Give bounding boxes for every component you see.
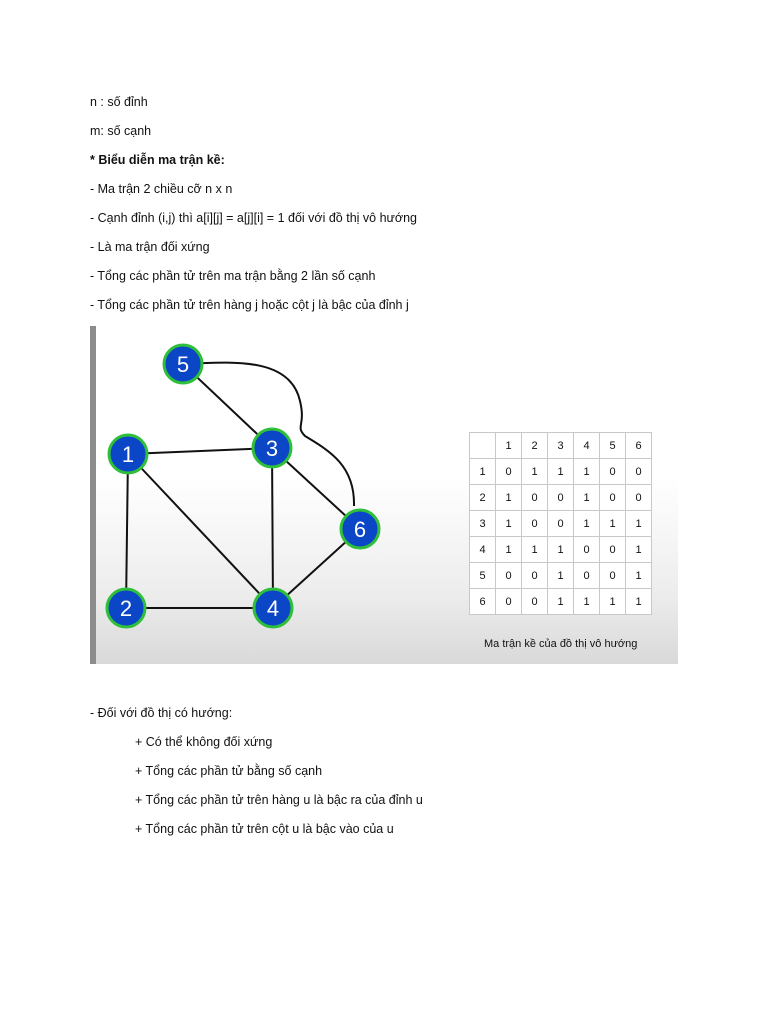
- adjacency-matrix: [469, 432, 652, 615]
- edge-1-3: [128, 448, 272, 454]
- text-line-edge-rule: - Cạnh đỉnh (i,j) thì a[i][j] = a[j][i] = 1 đối với đồ thị vô hướng: [90, 211, 418, 225]
- matrix-cell: 0: [496, 459, 522, 485]
- matrix-col-header: 3: [548, 433, 574, 459]
- matrix-cell: 1: [600, 589, 626, 615]
- directed-item-1: + Có thể không đối xứng: [135, 735, 273, 749]
- matrix-cell: 0: [626, 485, 652, 511]
- matrix-row-header: 5: [470, 563, 496, 589]
- matrix-cell: 0: [496, 589, 522, 615]
- matrix-cell: 0: [574, 537, 600, 563]
- matrix-cell: 0: [600, 459, 626, 485]
- node-label-4: 4: [266, 596, 280, 621]
- matrix-cell: 1: [574, 459, 600, 485]
- matrix-cell: 1: [548, 537, 574, 563]
- node-label-5: 5: [176, 352, 190, 377]
- matrix-cell: 0: [522, 485, 548, 511]
- matrix-cell: 1: [522, 537, 548, 563]
- text-line-degree: - Tổng các phần tử trên hàng j hoặc cột j là bậc của đỉnh j: [90, 298, 409, 312]
- graph-figure: [90, 326, 678, 664]
- directed-item-3: + Tổng các phần tử trên hàng u là bậc ra của đỉnh u: [135, 793, 423, 807]
- matrix-cell: 0: [600, 537, 626, 563]
- matrix-col-header: 5: [600, 433, 626, 459]
- matrix-caption: Ma trận kề của đồ thị vô hướng: [484, 638, 638, 650]
- matrix-cell: 0: [548, 485, 574, 511]
- matrix-cell: 1: [626, 511, 652, 537]
- matrix-row: [470, 537, 652, 563]
- text-line-sum: - Tổng các phần tử trên ma trận bằng 2 lần số cạnh: [90, 269, 376, 283]
- matrix-cell: 0: [600, 485, 626, 511]
- graph-nodes: [107, 345, 379, 627]
- matrix-col-header: 2: [522, 433, 548, 459]
- matrix-cell: 1: [626, 537, 652, 563]
- matrix-cell: 1: [574, 589, 600, 615]
- matrix-row: [470, 563, 652, 589]
- section-heading: * Biểu diễn ma trận kề:: [90, 153, 225, 167]
- node-2: [107, 589, 145, 627]
- matrix-row-header: 2: [470, 485, 496, 511]
- matrix-cell: 1: [574, 511, 600, 537]
- text-line-symmetric: - Là ma trận đối xứng: [90, 240, 210, 254]
- matrix-row-header: 4: [470, 537, 496, 563]
- node-label-3: 3: [265, 436, 279, 461]
- edge-1-4: [128, 454, 273, 608]
- directed-item-4: + Tổng các phần tử trên cột u là bậc vào của u: [135, 822, 394, 836]
- node-label-2: 2: [119, 596, 133, 621]
- matrix-cell: 1: [548, 563, 574, 589]
- matrix-cell: 0: [548, 511, 574, 537]
- matrix-cell: 1: [548, 459, 574, 485]
- matrix-cell: 1: [496, 537, 522, 563]
- matrix-cell: 0: [522, 589, 548, 615]
- matrix-row-header: 1: [470, 459, 496, 485]
- matrix-cell: 0: [626, 459, 652, 485]
- matrix-cell: 1: [548, 589, 574, 615]
- matrix-cell: 0: [574, 563, 600, 589]
- matrix-cell: 1: [522, 459, 548, 485]
- matrix-col-header: 1: [496, 433, 522, 459]
- matrix-row: [470, 589, 652, 615]
- matrix-col-header: 4: [574, 433, 600, 459]
- edge-1-2: [126, 454, 128, 608]
- matrix-cell: 1: [574, 485, 600, 511]
- matrix-cell: 0: [600, 563, 626, 589]
- node-label-1: 1: [121, 442, 135, 467]
- matrix-cell: 1: [600, 511, 626, 537]
- node-label-6: 6: [353, 517, 367, 542]
- matrix-row: [470, 459, 652, 485]
- directed-item-2: + Tổng các phần tử bằng số cạnh: [135, 764, 323, 778]
- text-line-m: m: số cạnh: [90, 124, 152, 138]
- node-3: [253, 429, 291, 467]
- matrix-cell: 1: [626, 563, 652, 589]
- matrix-cell: 1: [496, 485, 522, 511]
- matrix-cell: 1: [626, 589, 652, 615]
- node-1: [109, 435, 147, 473]
- matrix-corner: [470, 433, 496, 459]
- text-line-n: n : số đỉnh: [90, 95, 148, 109]
- matrix-cell: 1: [496, 511, 522, 537]
- matrix-row: [470, 485, 652, 511]
- matrix-col-header: 6: [626, 433, 652, 459]
- node-6: [341, 510, 379, 548]
- matrix-row-header: 3: [470, 511, 496, 537]
- matrix-row-header: 6: [470, 589, 496, 615]
- matrix-row: [470, 511, 652, 537]
- matrix-header-row: [470, 433, 652, 459]
- directed-intro: - Đối với đồ thị có hướng:: [90, 706, 233, 720]
- edge-3-4: [272, 448, 273, 608]
- node-4: [254, 589, 292, 627]
- matrix-cell: 0: [522, 511, 548, 537]
- text-line-matrix-size: - Ma trận 2 chiều cỡ n x n: [90, 182, 233, 196]
- matrix-cell: 0: [522, 563, 548, 589]
- node-5: [164, 345, 202, 383]
- matrix-cell: 0: [496, 563, 522, 589]
